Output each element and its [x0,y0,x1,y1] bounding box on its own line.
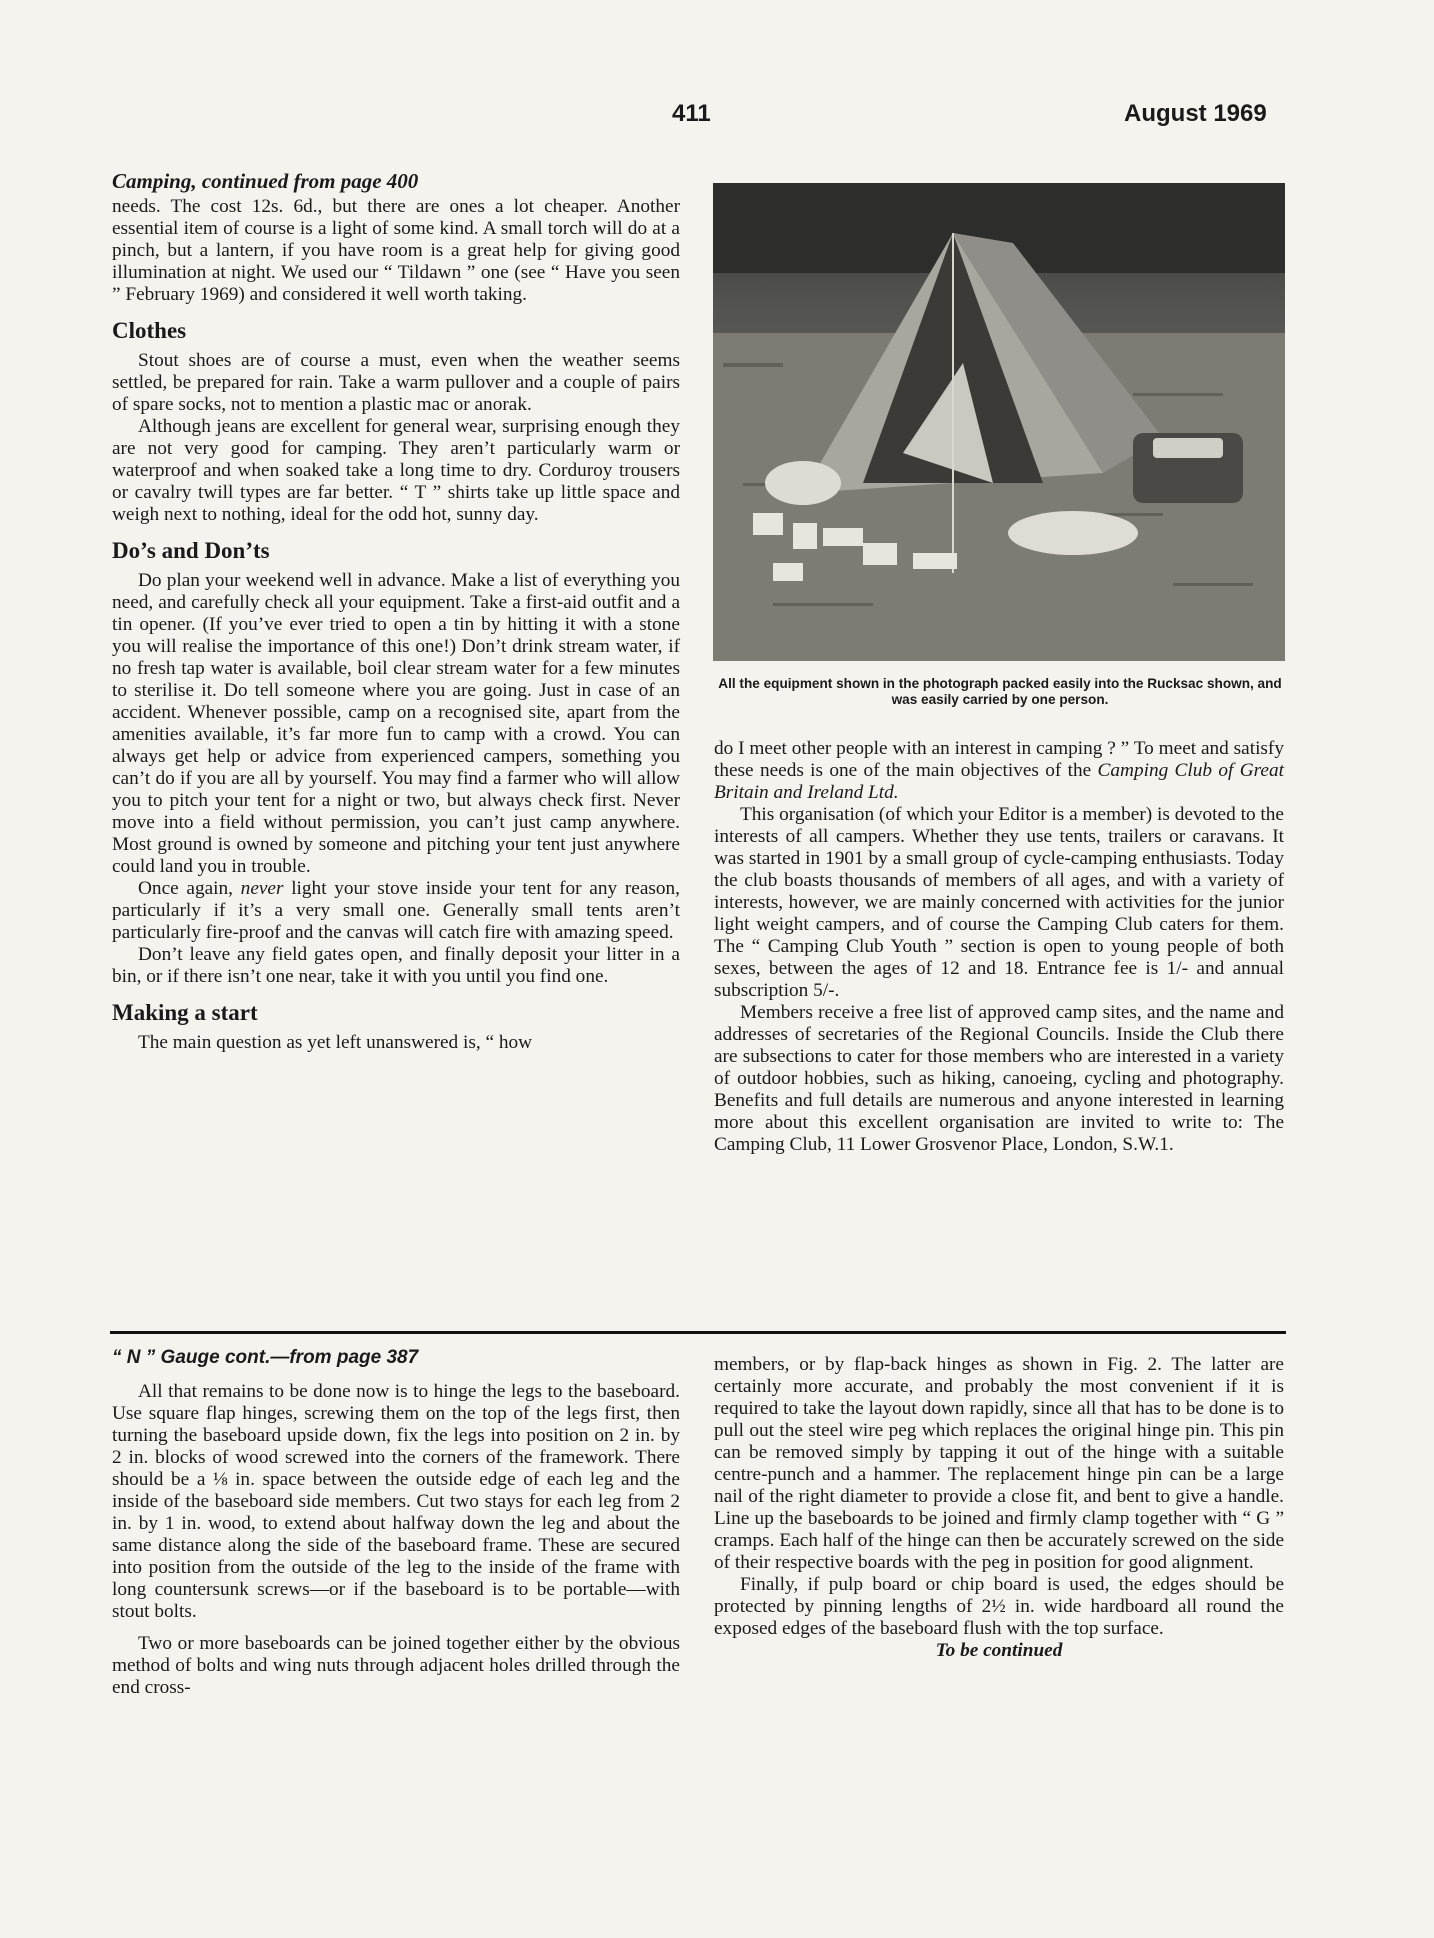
dos-p2-emphasis: never [240,878,284,899]
club-p1-text: do I meet other people with an interest in camping ? ” To meet and satisfy these needs is one of the main objectives of the [714,738,1284,781]
tent-photograph [713,183,1285,661]
gauge-right-column [714,1354,1284,1662]
dos-paragraph-3: Don’t leave any field gates open, and finally deposit your litter in a bin, or if there isn’t one near, take it with you until you find one. [112,944,680,987]
clothes-paragraph-1: Stout shoes are of course a must, even when the weather seems settled, be prepared for rain. Take a warm pullover and a couple of pairs of spare socks, not to mention a plastic mac or anorak. [112,350,680,415]
making-start-paragraph: The main question as yet left unanswered is, “ how [138,1032,533,1053]
intro-paragraph: needs. The cost 12s. 6d., but there are ones a lot cheaper. Another essential item of course is a light of some kind. A small torch will do at a pinch, but a lantern, if you have room is a great help for giving good illumination at night. We used our “ Tildawn ” one (see “ Have you seen ” February 1969) and considered it well worth taking. [112,196,680,305]
camping-right-column [714,738,1284,1156]
dos-paragraph-1: Do plan your weekend well in advance. Make a list of everything you need, and carefully check all your equipment. Take a first-aid outfit and a tin opener. (If you’ve ever tried to open a tin by hitting it with a stone you will realise the importance of this one!) Don’t drink stream water, if no fresh tap water is available, boil clear stream water for a few minutes to sterilise it. Do tell someone where you are going. Just in case of an accident. Whenever possible, camp on a recognised site, apart from the amenities available, it’s far more fun to camp with a crowd. You can always get help or advice from experienced campers, something you can’t do if you are all by yourself. You may find a farmer who will allow you to pitch your tent for a night or two, but always check first. Never move into a field without permission, you can’t just camp anywhere. Most ground is owned by someone and pitching your tent just anywhere could land you in trouble. [112,570,680,877]
gauge-paragraph-4: Finally, if pulp board or chip board is used, the edges should be protected by pinning lengths of 2½ in. wide hardboard all round the exposed edges of the baseboard flush with the top surface. [714,1574,1284,1639]
clothes-paragraph-2: Although jeans are excellent for general wear, surprising enough they are not very good for camping. They aren’t particularly warm or waterproof and when soaked take a long time to dry. Corduroy trousers or cavalry twill types are far better. “ T ” shirts take up little space and weigh next to nothing, ideal for the odd hot, sunny day. [112,416,680,525]
dos-heading: Do’s and Don’ts [112,538,270,563]
dos-p2-text-a: Once again, [138,878,241,899]
dos-p2-text-b: light your stove inside your tent for any reason, particularly if it’s a very small one. Generally small tents aren’t particularly fire-proof and the canvas will catch fire with amazing speed. [112,878,680,943]
gauge-paragraph-2: Two or more baseboards can be joined together either by the obvious method of bolts and wing nuts through adjacent holes drilled through the end cross- [112,1633,680,1698]
continued-title: Camping, continued from page 400 [112,169,419,193]
gauge-title: “ N ” Gauge cont.—from page 387 [112,1347,419,1368]
section-divider [110,1331,1286,1334]
club-name: Camping Club of Great Britain and Ireland Ltd. [714,760,1284,803]
page-number: 411 [672,100,711,127]
gauge-paragraph-1: All that remains to be done now is to hinge the legs to the baseboard. Use square flap hinges, screwing them on the top of the legs first, then turning the baseboard upside down, fix the legs into position on 2 in. by 2 in. blocks of wood screwed into the corners of the framework. There should be a ⅛ in. space between the outside edge of each leg and the inside of the baseboard side members. Cut two stays for each leg from 2 in. by 1 in. wood, to extend about halfway down the leg and about the same distance along the side of the baseboard frame. These are secured into position from the outside of the leg to the inside of the frame with long countersunk screws—or if the baseboard is to be portable—with stout bolts. [112,1381,680,1622]
to-be-continued: To be continued [935,1640,1063,1661]
club-paragraph-2: This organisation (of which your Editor is a member) is devoted to the interests of all campers. Whether they use tents, trailers or caravans. It was started in 1901 by a small group of cycle-camping enthusiasts. Today the club boasts thousands of members of all ages, and with a variety of interests, however, we are mainly concerned with activities for the junior light weight campers, and of course the Camping Club caters for them. The “ Camping Club Youth ” section is open to young people of both sexes, between the ages of 12 and 18. Entrance fee is 1/- and annual subscription 5/-. [714,804,1284,1001]
club-paragraph-3: Members receive a free list of approved camp sites, and the name and addresses of secretaries of the Regional Councils. Inside the Club there are subsections to cater for those members who are interested in a variety of outdoor hobbies, such as hiking, canoeing, cycling and photography. Benefits and full details are numerous and anyone interested in learning more about this excellent organisation are invited to write to: The Camping Club, 11 Lower Grosvenor Place, London, S.W.1. [714,1002,1284,1155]
club-paragraph-1 [714,738,1284,804]
clothes-heading: Clothes [112,318,187,343]
dos-paragraph-2 [112,878,680,944]
issue-date: August 1969 [1124,100,1267,127]
camping-left-column [112,170,680,1054]
making-start-heading: Making a start [112,1000,258,1025]
gauge-paragraph-3: members, or by flap-back hinges as shown in Fig. 2. The latter are certainly more accurate, and probably the most convenient if it is required to take the layout down rapidly, since all that has to be done is to pull out the steel wire peg which replaces the original hinge pin. This pin can be removed simply by tapping it out of the hinge with a suitable centre-punch and a hammer. The replacement hinge pin can be a large nail of the right diameter to provide a close fit, and bent to give a handle. Line up the baseboards to be joined and firmly clamp together with “ G ” cramps. Each half of the hinge can then be accurately screwed on the side of their respective boards with the peg in position for good alignment. [714,1354,1284,1573]
gauge-left-column [112,1347,680,1699]
photo-caption: All the equipment shown in the photograph packed easily into the Rucksac shown, and was easily carried by one person. [718,676,1282,707]
